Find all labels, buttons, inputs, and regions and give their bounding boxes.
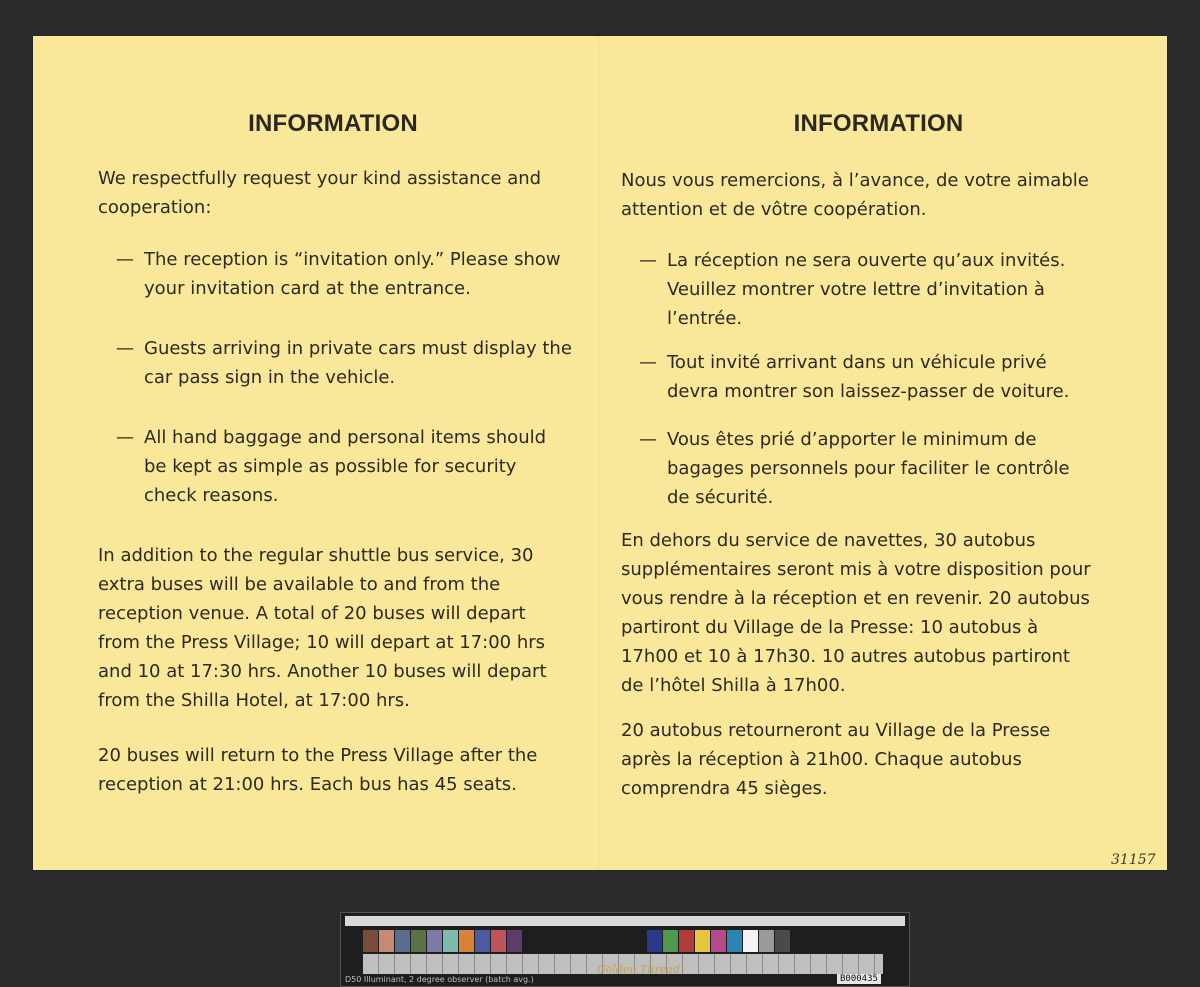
color-patch <box>507 930 522 952</box>
color-patch <box>363 930 378 952</box>
french-bullet-1-text: La réception ne sera ouverte qu’aux invités. Veuillez montrer votre lettre d’invitation à l’entrée. <box>667 250 1066 329</box>
bullet-dash: — <box>639 250 657 271</box>
handwritten-sheet-number: 31157 <box>1111 852 1156 868</box>
color-patch <box>759 930 774 952</box>
target-brand-label: Golden Thread <box>597 963 680 976</box>
bullet-dash: — <box>639 429 657 450</box>
color-patches <box>363 930 523 952</box>
color-patch <box>679 930 694 952</box>
color-patch <box>727 930 742 952</box>
color-patch <box>663 930 678 952</box>
target-barcode-label: B000435 <box>837 974 881 984</box>
french-bus-paragraph: En dehors du service de navettes, 30 autobus supplémentaires seront mis à votre disposition pour vous rendre à la réception et en revenir. 20 autobus partiront du Village de la Presse: 10 autobus à 17h00 et 10 à 17h30. 10 autres autobus partiront de l’hôtel Shilla à 17h00. <box>621 530 1091 696</box>
english-heading: INFORMATION <box>248 110 418 137</box>
french-bullet-2-text: Tout invité arrivant dans un véhicule privé devra montrer son laissez-passer de voiture. <box>667 352 1070 402</box>
english-bullet-2-text: Guests arriving in private cars must display the car pass sign in the vehicle. <box>144 338 572 388</box>
english-bullet-3-text: All hand baggage and personal items should be kept as simple as possible for security check reasons. <box>144 427 547 506</box>
french-intro: Nous vous remercions, à l’avance, de votre aimable attention et de vôtre coopération. <box>621 170 1089 220</box>
color-patch <box>491 930 506 952</box>
color-patch <box>443 930 458 952</box>
bullet-dash: — <box>116 427 134 448</box>
color-calibration-target <box>340 912 910 987</box>
color-patches-secondary <box>647 930 791 952</box>
color-patch <box>379 930 394 952</box>
fold-line <box>598 36 599 870</box>
bullet-dash: — <box>639 352 657 373</box>
ruler-strip <box>345 916 905 926</box>
color-patch <box>711 930 726 952</box>
target-caption: D50 Illuminant, 2 degree observer (batch avg.) <box>345 975 534 984</box>
english-bullet-1-text: The reception is “invitation only.” Please show your invitation card at the entrance. <box>144 249 561 299</box>
english-return-paragraph: 20 buses will return to the Press Village after the reception at 21:00 hrs. Each bus has 45 seats. <box>98 745 538 795</box>
color-patch <box>743 930 758 952</box>
color-patch <box>695 930 710 952</box>
french-bullet-3-text: Vous êtes prié d’apporter le minimum de bagages personnels pour faciliter le contrôle de sécurité. <box>667 429 1070 508</box>
color-patch <box>395 930 410 952</box>
color-patch <box>411 930 426 952</box>
color-patch <box>427 930 442 952</box>
english-intro: We respectfully request your kind assistance and cooperation: <box>98 168 542 218</box>
bullet-dash: — <box>116 249 134 270</box>
english-bus-paragraph: In addition to the regular shuttle bus service, 30 extra buses will be available to and from the reception venue. A total of 20 buses will depart from the Press Village; 10 will depart at 17:00 hrs and 10 at 17:30 hrs. Another 10 buses will depart from the Shilla Hotel, at 17:00 hrs. <box>98 545 547 711</box>
color-patch <box>475 930 490 952</box>
bullet-dash: — <box>116 338 134 359</box>
information-card <box>33 36 1167 870</box>
color-patch <box>647 930 662 952</box>
color-patch <box>775 930 790 952</box>
french-heading: INFORMATION <box>793 110 964 137</box>
color-patch <box>459 930 474 952</box>
french-return-paragraph: 20 autobus retourneront au Village de la Presse après la réception à 21h00. Chaque autobus comprendra 45 sièges. <box>621 720 1051 799</box>
